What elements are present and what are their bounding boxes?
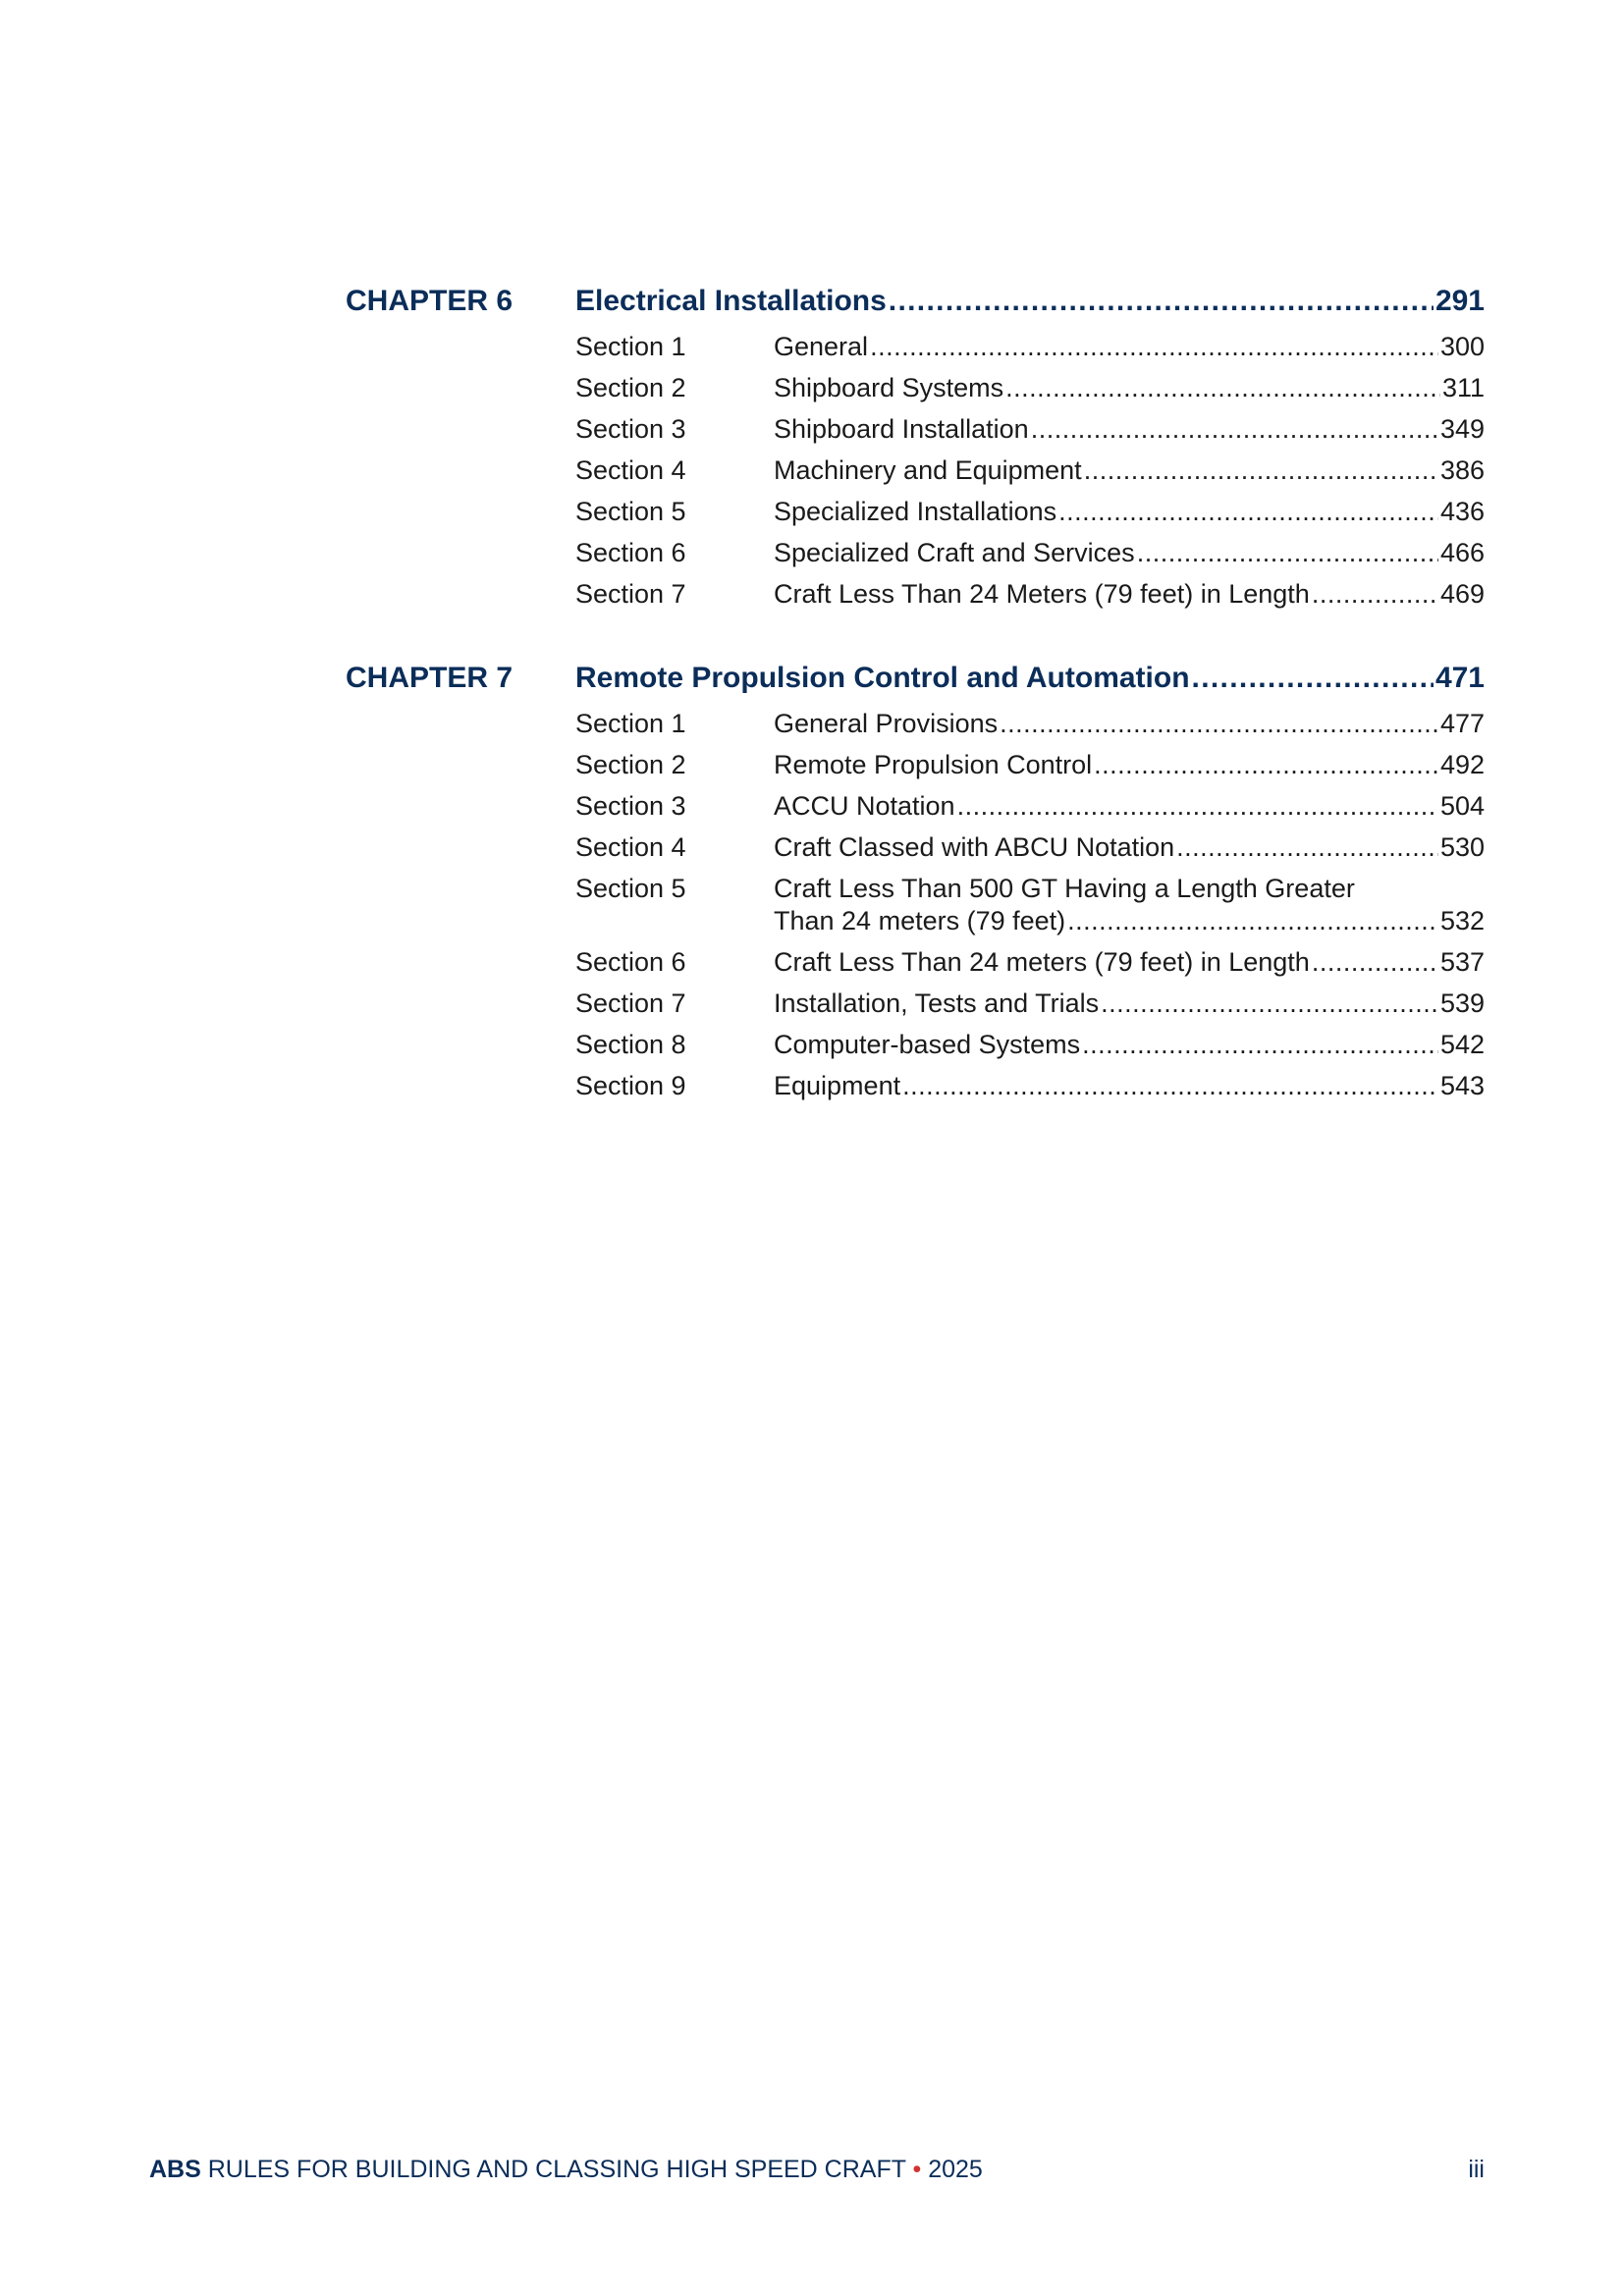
section-title: Craft Classed with ABCU Notation — [774, 832, 1175, 862]
dot-leader — [1312, 946, 1438, 979]
dot-leader — [889, 281, 1434, 322]
section-title: Craft Less Than 24 meters (79 feet) in Length — [774, 947, 1310, 977]
section-title: Machinery and Equipment — [774, 455, 1082, 485]
chapter-page: 291 — [1435, 285, 1485, 317]
chapter-7-block — [346, 658, 1485, 1102]
section-title: Specialized Craft and Services — [774, 538, 1135, 567]
dot-leader — [1082, 1029, 1438, 1061]
chapter-label: CHAPTER 7 — [346, 662, 514, 694]
section-label: Section 7 — [575, 988, 686, 1018]
toc-entry[interactable] — [346, 946, 1485, 979]
toc-entry[interactable] — [346, 988, 1485, 1020]
dot-leader — [902, 1070, 1438, 1102]
chapter-title: Remote Propulsion Control and Automation — [575, 662, 1190, 694]
section-page: 349 — [1439, 414, 1485, 444]
footer-title-line — [149, 2156, 983, 2184]
chapter-label: CHAPTER 6 — [346, 285, 514, 317]
section-title: Craft Less Than 500 GT Having a Length Greater — [774, 874, 1355, 903]
section-page: 532 — [1439, 906, 1485, 935]
section-page: 311 — [1441, 373, 1485, 402]
section-page: 530 — [1439, 832, 1485, 862]
footer-bullet: • — [912, 2156, 922, 2183]
dot-leader — [1031, 413, 1438, 446]
section-title: Computer-based Systems — [774, 1030, 1081, 1059]
toc-entry[interactable] — [346, 1029, 1485, 1061]
dot-leader — [1192, 658, 1434, 699]
toc-entry[interactable] — [346, 454, 1485, 487]
abs-logo-text: ABS — [149, 2156, 201, 2183]
page-number: iii — [1468, 2156, 1485, 2183]
section-title: Specialized Installations — [774, 497, 1057, 526]
dot-leader — [1058, 496, 1438, 528]
section-title: ACCU Notation — [774, 791, 955, 821]
section-page: 469 — [1439, 579, 1485, 609]
section-label: Section 5 — [575, 874, 686, 903]
section-title: General Provisions — [774, 709, 999, 738]
section-page: 466 — [1439, 538, 1485, 567]
section-page: 386 — [1439, 455, 1485, 485]
section-label: Section 3 — [575, 414, 686, 444]
section-label: Section 4 — [575, 832, 686, 862]
section-title: Shipboard Installation — [774, 414, 1029, 444]
page-footer — [149, 2156, 1485, 2184]
toc-entry[interactable] — [346, 749, 1485, 781]
chapter-title: Electrical Installations — [575, 285, 887, 317]
section-page: 477 — [1439, 709, 1485, 738]
toc-entry[interactable] — [346, 537, 1485, 569]
toc-entry[interactable] — [346, 578, 1485, 611]
section-label: Section 9 — [575, 1071, 686, 1100]
section-page: 300 — [1439, 332, 1485, 361]
section-page: 543 — [1439, 1071, 1485, 1100]
section-label: Section 5 — [575, 497, 686, 526]
section-label: Section 4 — [575, 455, 686, 485]
section-label: Section 1 — [575, 709, 686, 738]
section-label: Section 8 — [575, 1030, 686, 1059]
chapter-6-block — [346, 281, 1485, 611]
section-label: Section 2 — [575, 373, 686, 402]
dot-leader — [1094, 749, 1438, 781]
section-page: 537 — [1439, 947, 1485, 977]
toc-entry[interactable] — [346, 831, 1485, 864]
section-page: 492 — [1439, 750, 1485, 779]
dot-leader — [1137, 537, 1438, 569]
section-page: 542 — [1439, 1030, 1485, 1059]
chapter-7-heading[interactable] — [346, 658, 1485, 699]
toc-entry[interactable] — [346, 790, 1485, 823]
dot-leader — [1101, 988, 1438, 1020]
dot-leader — [870, 331, 1438, 363]
section-label: Section 6 — [575, 947, 686, 977]
section-page: 436 — [1439, 497, 1485, 526]
section-title-line2: Than 24 meters (79 feet) — [774, 906, 1066, 935]
dot-leader — [1312, 578, 1438, 611]
toc-entry[interactable] — [346, 873, 1485, 937]
section-title: Remote Propulsion Control — [774, 750, 1093, 779]
dot-leader — [1005, 372, 1440, 404]
section-title: Craft Less Than 24 Meters (79 feet) in Length — [774, 579, 1310, 609]
section-label: Section 1 — [575, 332, 686, 361]
dot-leader — [957, 790, 1438, 823]
section-label: Section 7 — [575, 579, 686, 609]
section-title: General — [774, 332, 869, 361]
chapter-6-heading[interactable] — [346, 281, 1485, 322]
section-page: 539 — [1439, 988, 1485, 1018]
chapter-page: 471 — [1435, 662, 1485, 694]
section-page: 504 — [1439, 791, 1485, 821]
toc-entry[interactable] — [346, 496, 1485, 528]
dot-leader — [1067, 905, 1438, 937]
dot-leader — [1000, 708, 1438, 740]
section-title: Shipboard Systems — [774, 373, 1004, 402]
section-label: Section 3 — [575, 791, 686, 821]
footer-title: RULES FOR BUILDING AND CLASSING HIGH SPEED CRAFT — [207, 2156, 906, 2183]
dot-leader — [1084, 454, 1438, 487]
section-label: Section 2 — [575, 750, 686, 779]
section-label: Section 6 — [575, 538, 686, 567]
dot-leader — [1176, 831, 1438, 864]
toc-entry[interactable] — [346, 708, 1485, 740]
toc-entry[interactable] — [346, 372, 1485, 404]
toc-entry[interactable] — [346, 331, 1485, 363]
section-title: Equipment — [774, 1071, 901, 1100]
toc-entry[interactable] — [346, 413, 1485, 446]
toc-entry[interactable] — [346, 1070, 1485, 1102]
footer-year: 2025 — [928, 2156, 983, 2183]
section-title: Installation, Tests and Trials — [774, 988, 1100, 1018]
